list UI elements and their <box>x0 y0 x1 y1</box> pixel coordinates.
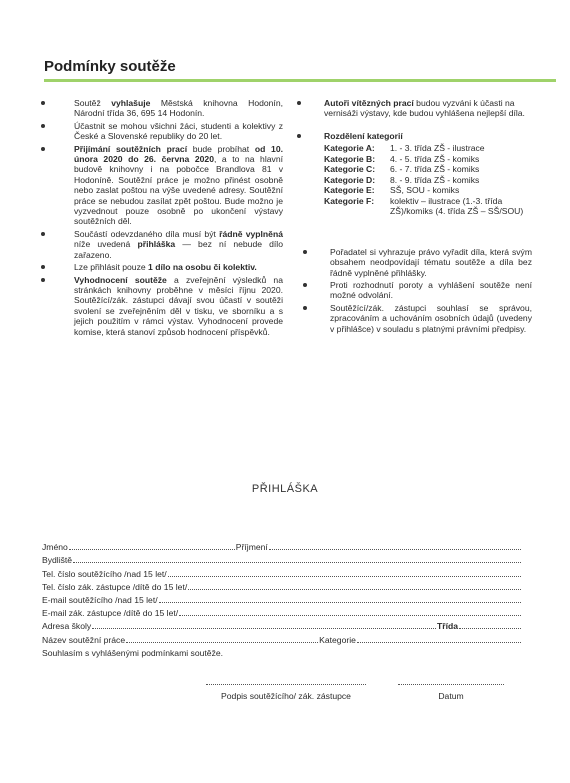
condition-limit: Lze přihlásit pouze 1 dílo na osobu či kolektiv. <box>38 262 283 272</box>
page-title: Podmínky soutěže <box>44 58 176 75</box>
address-row: Bydliště <box>42 552 522 565</box>
application-form-title: PŘIHLÁŠKA <box>251 483 319 495</box>
date-label: Datum <box>438 691 464 701</box>
school-field[interactable] <box>92 620 436 629</box>
signature-label: Podpis soutěžícího/ zák. zástupce <box>221 691 351 701</box>
category-f: Kategorie F: kolektiv – ilustrace (1.-3. třída ZŠ)/komiks (4. třída ZŠ – SŠ/SOU) <box>324 195 524 217</box>
condition-organizer: Soutěž vyhlašuje Městská knihovna Hodonín, Národní třída 36, 695 14 Hodonín. <box>38 98 283 119</box>
address-field[interactable] <box>73 554 521 563</box>
category-a: Kategorie A: 1. - 3. třída ZŠ - ilustrace <box>324 143 485 154</box>
work-title-field[interactable] <box>126 634 318 643</box>
name-row: Jméno Příjmení <box>42 539 522 552</box>
surname-field[interactable] <box>269 541 521 550</box>
signature-area <box>0 684 570 704</box>
signature-field[interactable] <box>206 684 366 685</box>
work-row: Název soutěžní práce Kategorie <box>42 631 522 644</box>
email-guardian-row: E-mail zák. zástupce /dítě do 15 let/ <box>42 605 522 618</box>
date-field[interactable] <box>398 684 504 685</box>
category-c: Kategorie C: 6. - 7. třída ZŠ - komiks <box>324 164 480 175</box>
phone-contestant-row: Tel. číslo soutěžícího /nad 15 let/ <box>42 565 522 578</box>
conditions-right-column <box>294 98 532 336</box>
rule-gdpr: Soutěžící/zák. zástupci souhlasí se správou, zpracováním a uchováním osobních údajů (uvedeny v přihlášce) v souladu s platnými právními předpisy. <box>300 303 532 334</box>
name-field[interactable] <box>69 541 235 550</box>
phone-guardian-row: Tel. číslo zák. zástupce /dítě do 15 let/ <box>42 579 522 592</box>
category-b: Kategorie B: 4. - 5. třída ZŠ - komiks <box>324 153 480 164</box>
category-d: Kategorie D: 8. - 9. třída ZŠ - komiks <box>324 174 480 185</box>
phone-guardian-field[interactable] <box>188 581 521 590</box>
school-row: Adresa školy Třída <box>42 618 522 631</box>
organizer-rules <box>300 247 532 334</box>
consent-statement: Souhlasím s vyhlášenými podmínkami soutěže. <box>42 647 224 658</box>
condition-eligibility: Účastnit se mohou všichni žáci, studenti a kolektivy z České a Slovenské republiky do 20 let. <box>38 121 283 142</box>
email-guardian-field[interactable] <box>179 607 521 616</box>
condition-evaluation: Vyhodnocení soutěže a zveřejnění výsledků na stránkách knihovny proběhne v měsíci říjnu 2020. Soutěžící/zák. zástupci dávají svou účastí v soutěži svolení se zveřejněním děl v tisku, ve sborníku a s jejich použitím v rámci výstav. Vyhodnocení provede komise, která stanoví způsob hodnocení příspěvků. <box>38 275 283 337</box>
email-contestant-row: E-mail soutěžícího /nad 15 let/ <box>42 592 522 605</box>
categories-list <box>324 143 532 217</box>
rule-no-appeal: Proti rozhodnutí poroty a vyhlášení soutěže není možné odvolání. <box>300 280 532 301</box>
category-field[interactable] <box>357 634 521 643</box>
rule-exclusion: Pořadatel si vyhrazuje právo vyřadit díla, která svým obsahem neodpovídají tématu soutěže a díla bez řádně vyplněné přihlášky. <box>300 247 532 278</box>
category-e: Kategorie E: SŠ, SOU - komiks <box>324 185 460 196</box>
phone-contestant-field[interactable] <box>168 568 521 577</box>
application-form <box>42 539 522 658</box>
title-underline <box>44 79 556 82</box>
class-field[interactable] <box>459 620 521 629</box>
condition-submission: Přijímání soutěžních prací bude probíhat od 10. února 2020 do 26. června 2020, a to na hlavní budově knihovny i na pobočce Brandlova 81 v Hodoníně. Soutěžní práce je možno přinést osobně nebo zaslat poštou na výše uvedené adresy. Soutěžní práce se nebudou zasílat zpět poštou. Bude možno je vyzvednout pouze osobně po ukončení výstavy soutěžních děl. <box>38 144 283 227</box>
condition-application-form: Součástí odevzdaného díla musí být řádně vyplněná níže uvedená přihláška — bez ní nebude dílo zařazeno. <box>38 229 283 260</box>
categories-heading: Rozdělení kategorií <box>294 131 532 141</box>
conditions-left-column <box>38 98 283 339</box>
condition-winners: Autoři vítězných prací budou vyzváni k účasti na vernisáži výstavy, kde budou vyhlášena nejlepší díla. <box>294 98 532 119</box>
email-contestant-field[interactable] <box>159 594 521 603</box>
